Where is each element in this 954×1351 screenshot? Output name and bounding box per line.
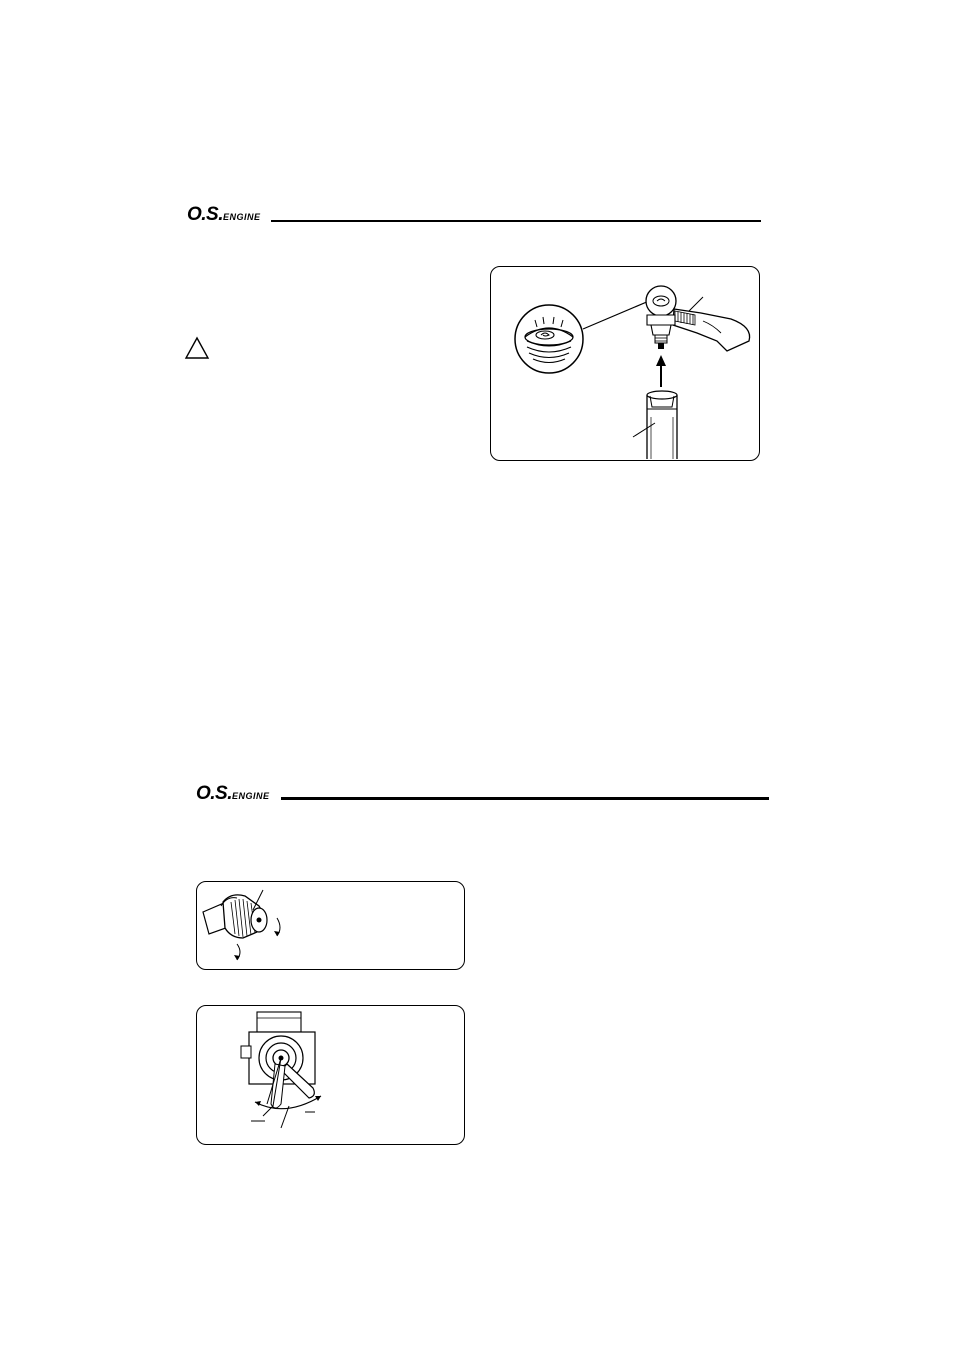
- os-engine-logo-top: [187, 205, 261, 224]
- logo-sub-text: ENGINE: [232, 791, 270, 801]
- header-rule-top: [271, 220, 761, 222]
- needle-valve-figure-panel: [196, 881, 465, 970]
- os-engine-logo-bottom: [196, 784, 270, 803]
- logo-main-text: O.S.: [187, 204, 224, 225]
- logo-main-text: O.S.: [196, 783, 233, 804]
- glow-plug-illustration: [491, 267, 758, 459]
- up-arrow-icon: [656, 355, 666, 387]
- glow-plug-wrench-icon: [646, 286, 750, 351]
- header-rule-bottom: [281, 797, 769, 800]
- logo-sub-text: ENGINE: [223, 212, 261, 222]
- warning-triangle-icon: [184, 336, 210, 360]
- glow-plug-figure-panel: [490, 266, 760, 461]
- needle-valve-illustration: [197, 882, 463, 968]
- throttle-arm-illustration: [197, 1006, 463, 1143]
- throttle-arm-figure-panel: [196, 1005, 465, 1145]
- needle-valve-knob-icon: [203, 890, 267, 938]
- magnified-plug-detail-icon: [515, 305, 583, 373]
